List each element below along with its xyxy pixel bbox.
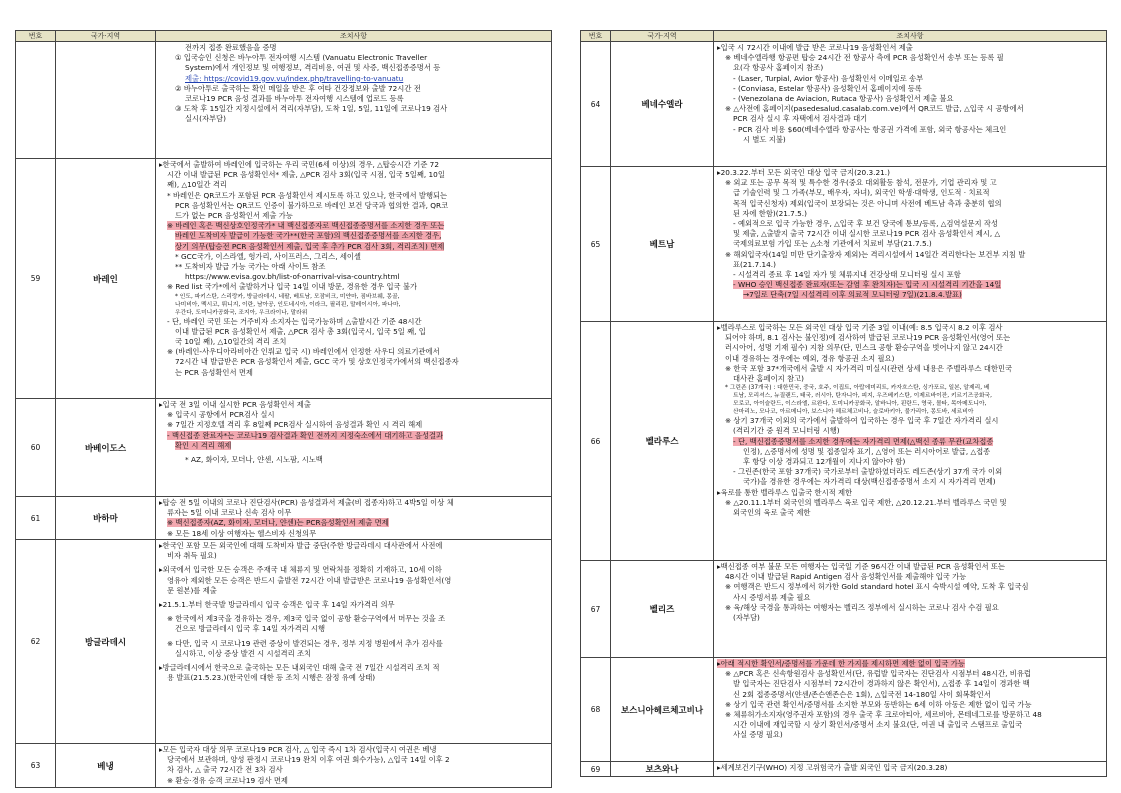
measures-cell xyxy=(714,762,1107,777)
measure-line: 외국인의 육로 출국 제한 xyxy=(733,508,811,518)
measures-cell xyxy=(714,658,1107,762)
row-number: 64 xyxy=(581,42,611,167)
measures-cell xyxy=(714,42,1107,167)
measure-line xyxy=(159,242,548,252)
measure-line: 발 입국자는 진단검사 시점부터 72시간이 경과하지 않은 확인서), △접종 후 14일이 경과한 백 xyxy=(733,679,1030,689)
measure-line: ※ 한국에서 제3국을 경유하는 경우, 제3국 입국 없이 공항 환승구역에서 머무는 것을 조 xyxy=(167,614,446,624)
measure-line: 러시아어, 성명 기재 필수) 지참 의무(단, 민스크 공항 환승구역을 벗어나지 않고 24시간 xyxy=(725,343,1003,353)
measure-line: ※ 환승·경유 승객 코로나19 검사 면제 xyxy=(167,775,288,785)
measure-line: https://www.evisa.gov.bh/list-of-onarrival-visa-country.html xyxy=(185,272,400,282)
highlighted-text: ※ 백신접종자(AZ, 화이자, 모더나, 얀센)는 PCR음성확인서 제출 면제 xyxy=(167,518,389,528)
measure-line: 인정), △증명서에 성명 및 접종일자 표기, △영어 또는 러시아어로 발급, △접종 xyxy=(743,446,991,456)
link-text[interactable]: 제출: https://covid19.gov.vu/index.php/travelling-to-vanuatu xyxy=(185,73,404,83)
measure-line: ▸백신접종 여부 불문 모든 여행자는 입국일 기준 96시간 이내 발급된 PCR 음성확인서 또는 xyxy=(717,562,1005,571)
table-row xyxy=(581,42,1107,167)
measure-line: * GCC국가, 이스라엘, 헝가리, 사이프러스, 그리스, 세이셸 xyxy=(175,251,361,261)
measure-line: 국가)을 경유한 경우에는 자가격리 대상(백신접종증명서 소지 시 자가격리 면제) xyxy=(743,477,996,487)
measure-line: ※ 체류허가소지자(영주권자 포함)의 경우 출국 후 크로아티아, 세르비아, 몬테네그로를 방문하고 48 xyxy=(725,710,1042,720)
row-number: 67 xyxy=(581,561,611,658)
measure-line: 문 원본)를 제출 xyxy=(167,585,217,595)
measure-line: 우간다, 도미니카공화국, 조지아, 우크라이나, 말라위 xyxy=(175,309,308,316)
measure-line: * AZ, 화이자, 모더나, 얀센, 시노팜, 시노백 xyxy=(185,455,323,465)
measure-line: ▸한국에서 출발하여 바레인에 입국하는 우리 국민(6세 이상)의 경우, △탑승시간 기준 72 xyxy=(159,160,439,169)
measure-line: 전까지 접종 완료했음을 증명 xyxy=(185,43,277,52)
measure-line: 48시간 이내 발급된 Rapid Antigen 검사 음성확인서를 제출해야 입국 가능 xyxy=(725,572,967,582)
measure-line: - 예외적으로 입국 가능한 경우, △입국 후 보건 당국에 통보/등록, △검역설문지 작성 xyxy=(733,219,998,229)
measure-line: 드가 없는 PCR 음성확인서 제출 가능 xyxy=(175,211,293,221)
table-row xyxy=(581,167,1107,322)
measure-line xyxy=(717,659,1103,669)
measure-line: 된 자에 한함)(21.7.5.) xyxy=(733,208,807,218)
measure-line: 영유아 제외한 모든 승객은 반드시 출발전 72시간 이내 발급받은 코로나19 음성확인서(영 xyxy=(167,575,452,585)
measure-line: 시간 이내에 재입국할 시 상기 확인서/증명서 소지 불요(단, 여권 내 출입국 스탬프로 출입국 xyxy=(733,720,1023,730)
measure-line: 실시하고, 이상 증상 발견 시 시설격리 조치 xyxy=(175,648,312,658)
measure-line: 신 2회 접종증명서(얀센/존슨앤존슨은 1회), △입국전 14-180일 사이 회복확인서 xyxy=(733,689,991,699)
measure-line: 국 10일 째), △10일간의 격리 조치 xyxy=(175,337,287,347)
highlighted-text: - 백신접종 완료자*는 코로나19 검사결과 확인 전까지 지정숙소에서 대기하고 음성결과 xyxy=(167,430,444,440)
measure-line: 실시(자부담) xyxy=(185,114,226,124)
measure-line: ※ 외교 또는 공무 목적 및 특수한 경우(중요 대외활동 참석, 전문가, 기업 관리자 및 고 xyxy=(725,178,997,188)
measure-line: ▸한국인 포함 모든 외국인에 대해 도착비자 발급 중단(주한 방글라데시 대사관에서 사전에 xyxy=(159,541,443,550)
measure-line: ※ (바레인-사우디아라비아간 인뤄교 입국 시) 바레인에서 인정한 사우디 의료기관에서 xyxy=(167,347,440,357)
row-number: 66 xyxy=(581,322,611,561)
measure-line: 트남, 모리셔스, 뉴질랜드, 태국, 러시아, 탄자니아, 피지, 우즈베키스탄, 이제르바이잔, 키르기즈공화국, xyxy=(733,393,993,400)
measure-line: 요(각 항공사 홈페이지 참조) xyxy=(733,63,824,73)
measure-line: 사시 증빙서류 제출 필요 xyxy=(733,592,811,602)
row-number: 65 xyxy=(581,167,611,322)
measure-line xyxy=(159,231,548,241)
header-measures: 조치사항 xyxy=(156,31,552,42)
measure-line: 차 검사, △ 출국 72시간 전 3차 검사 xyxy=(167,765,283,775)
row-number: 60 xyxy=(16,399,56,497)
measure-line: ① 입국승인 신청은 바누아투 전자여행 시스템 (Vanuatu Electronic Traveller xyxy=(175,53,428,63)
measure-line: 시 별도 지불) xyxy=(743,134,786,144)
row-number: 68 xyxy=(581,658,611,762)
right-page-table xyxy=(580,30,1107,777)
measure-line: ※ △PCR 혹은 신속항원검사 음성확인서(단, 유럽발 입국자는 진단검사 시점부터 48시간, 비유럽 xyxy=(725,669,1031,679)
header-country: 국가·지역 xyxy=(56,31,156,42)
table-row xyxy=(581,322,1107,561)
highlighted-text: - WHO 승인 백신접종 완료자(또는 감염 후 완치자)는 입국 시 시설격리 기간을 14일 xyxy=(733,280,1002,290)
measures-cell xyxy=(156,399,552,497)
measure-line: ▸모든 입국자 대상 의무 코로나19 PCR 검사, △ 입국 즉시 1차 검사(입국시 여권은 베냉 xyxy=(159,745,437,754)
measure-line: ※ Red list 국가*에서 출발하거나 입국 14일 이내 방문, 경유한 경우 입국 불가 xyxy=(167,282,417,292)
country-name xyxy=(56,42,156,159)
measure-line: ※ 상기 입국 관련 확인서/증명서를 소지한 부모와 동반하는 6세 이하 아동은 제한 없이 입국 가능 xyxy=(725,699,1032,709)
measures-cell xyxy=(156,540,552,744)
measure-line: ※ △20.11.1부터 외국인의 벨라루스 육로 입국 제한, △20.12.21.부터 벨라루스 국민 및 xyxy=(725,497,1007,507)
left-page-table xyxy=(15,30,552,788)
country-name: 보스니아헤르체고비나 xyxy=(611,658,714,762)
measure-line: 이내 발급된 PCR 음성확인서 제출, △PCR 검사 총 3회(입국시, 입국 5일 째, 입 xyxy=(175,326,426,336)
measure-line: ※ 상기 37개국 이외의 국가에서 출발하여 입국하는 경우 입국 후 7일간 자가격리 실시 xyxy=(725,416,999,426)
measure-line: 코로나19 PCR 음성 결과를 바누아투 전자여행 시스템에 업로드 등록 xyxy=(185,94,404,104)
measure-line: 비자 취득 필요) xyxy=(167,551,217,561)
country-name: 베네수엘라 xyxy=(611,42,714,167)
measure-line xyxy=(159,441,548,451)
measure-line: - 그린존(한국 포함 37개국) 국가로부터 출발하였더라도 레드존(상기 37개 국가 이외 xyxy=(733,467,1003,477)
row-number: 59 xyxy=(16,159,56,399)
header-measures: 조치사항 xyxy=(714,31,1107,42)
measure-line: ※ 여행객은 반드시 정부에서 허가한 Gold standard hotel 표시 숙박시설 예약, 도착 후 입국심 xyxy=(725,582,1029,592)
measure-line: ▸탑승 전 5일 이내의 코로나 진단검사(PCR) 음성결과서 제출(비 접종자)하고 4박5일 이상 체 xyxy=(159,498,454,507)
table-row xyxy=(16,497,552,540)
measure-line: ▸방글라데시에서 한국으로 출국하는 모든 내외국인 대해 출국 전 7일간 시설격리 조치 적 xyxy=(159,663,440,673)
highlighted-text: 상기 의무(탑승전 PCR 음성확인서 제출, 입국 후 추가 PCR 검사 3회, 격리조치) 면제 xyxy=(175,241,445,251)
measures-cell xyxy=(156,497,552,540)
measure-line: * 인도, 파키스탄, 스리랑카, 방글라데시, 네팔, 베트남, 모잠비크, 미얀마, 짐바브웨, 몽골, xyxy=(175,293,400,300)
measure-line: ※ 베네수엘라행 항공편 탑승 24시간 전 항공사 측에 PCR 음성확인서 송부 또는 등록 필 xyxy=(725,53,1004,63)
highlighted-text: →7일로 단축(7일 시설격리 이후 의료적 모니터링 7일)(21.8.4.발표) xyxy=(743,290,962,300)
highlighted-text: - 단, 백신접종증명서를 소지한 경우에는 자가격리 면제(△백신 종류 무관(교차접종 xyxy=(733,436,994,446)
measure-line: - PCR 검사 비용 $60(베네수엘라 항공사는 항공권 가격에 포함, 외국 항공사는 체크인 xyxy=(733,124,1007,134)
measure-line xyxy=(717,437,1103,447)
table-row xyxy=(581,658,1107,762)
measure-line xyxy=(717,290,1103,300)
measure-line: 당국에서 보관하며, 양성 판정시 코로나19 완치 이후 여권 회수가능), △입국 14일 이후 2 xyxy=(167,755,450,765)
measure-line: 용 발표(21.5.23.)(한국인에 대한 등 조치 시행은 잠정 유예 상태) xyxy=(167,673,376,683)
measure-line: 사실 증명 필요) xyxy=(733,730,783,740)
table-row xyxy=(16,744,552,788)
country-name: 바레인 xyxy=(56,159,156,399)
table-row xyxy=(581,561,1107,658)
measure-line: - (Venezolana de Aviacion, Rutaca 항공사) 음성확인서 제출 불요 xyxy=(733,94,954,104)
measures-cell xyxy=(714,561,1107,658)
measure-line: ※ △사전에 홈페이지(pasedesalud.casalab.com.ve)에서 QR코드 발급, △입국 시 공항에서 xyxy=(725,104,1024,114)
highlighted-text: 바레인 도착비자 발급이 가능한 국가**(한국 포함)의 백신접종증명서를 소지한 경우, xyxy=(175,231,442,241)
measure-line: 건으로 방글라데시 입국 후 14일 자가격리 시행 xyxy=(175,624,326,634)
measure-line: 는 PCR 음성확인서 면제 xyxy=(175,367,253,377)
row-number: 69 xyxy=(581,762,611,777)
measure-line: PCR 검사 실시 후 자택에서 검사결과 대기 xyxy=(733,114,868,124)
measure-line: 대사관 홈페이지 참고) xyxy=(733,374,804,384)
highlighted-text: 확인 시 격리 해제 xyxy=(175,440,232,450)
measure-line: ▸벨라루스로 입국하는 모든 외국인 대상 입국 기준 3일 이내(예: 8.5 입국시 8.2 이후 검사 xyxy=(717,323,1003,332)
row-number: 61 xyxy=(16,497,56,540)
measure-line: ③ 도착 후 15일간 지정시설에서 격리(자부담), 도착 1일, 5일, 11일에 코로나19 검사 xyxy=(175,104,448,114)
measure-line: 72시간 내 발급받은 PCR 음성확인서 제출, GCC 국가 및 상호인정국가에서의 백신접종자 xyxy=(175,357,459,367)
country-name: 보츠와나 xyxy=(611,762,714,777)
row-number: 63 xyxy=(16,744,56,788)
measure-line: (격리기간 중 원격 모니터링 시행) xyxy=(733,426,840,436)
measure-line: 째), △10일간 격리 xyxy=(167,180,227,190)
measure-line: - 단, 바레인 국민 또는 거주비자 소지자는 입국가능하며 △출발시간 기준 48시간 xyxy=(167,316,422,326)
header-no: 번호 xyxy=(16,31,56,42)
measure-line: 및 제출, △출발지 출국 72시간 이내 실시한 코로나19 PCR 검사 음성확인서 제시, △ xyxy=(733,229,1001,239)
table-row xyxy=(16,42,552,159)
measure-line: 후 항당 이상 경과되고 12개월이 지나지 않아야 함) xyxy=(743,457,906,467)
measure-line: ▸외국에서 입국한 모든 승객은 주재국 내 체류지 및 연락처를 정확히 기재하고, 10세 이하 xyxy=(159,565,442,575)
table-row xyxy=(581,762,1107,777)
country-name: 바하마 xyxy=(56,497,156,540)
measure-line: ※ 한국 포함 37*개국에서 출발 시 자가격리 미실시(관련 상세 내용은 주벨라루스 대한민국 xyxy=(725,363,1013,373)
measures-cell xyxy=(156,42,552,159)
country-name: 베트남 xyxy=(611,167,714,322)
measure-line: (자부담) xyxy=(733,613,760,623)
measure-line: * 바레인은 QR코드가 포함된 PCR 음성확인서 제시토록 하고 있으나, 한국에서 발행되는 xyxy=(167,190,448,200)
country-name: 벨리즈 xyxy=(611,561,714,658)
country-name: 베냉 xyxy=(56,744,156,788)
measure-line: 시간 이내 발급된 PCR 음성확인서* 제출, △PCR 검사 3회(입국 시점, 입국 5일째, 10일 xyxy=(167,170,445,180)
measure-line xyxy=(717,280,1103,290)
measure-line: ② 바누아투로 출국하는 확인 메일을 받은 후 여타 건강정보와 출발 72시간 전 xyxy=(175,83,421,93)
measure-line: System)에서 개인정보 및 여행정보, 격리비용, 여권 및 사증, 백신접종증명서 등 xyxy=(185,63,441,73)
measure-line: - (Laser, Turpial, Avior 항공사) 음성확인서 이메일로 송부 xyxy=(733,73,924,83)
measures-cell xyxy=(156,744,552,788)
measure-line: ▸세계보건기구(WHO) 지정 고위험국가 출발 외국인 입국 금지(20.3.28) xyxy=(717,763,948,772)
measures-cell xyxy=(714,322,1107,561)
measure-line: * 그린존 (37개국) : 대한민국, 중국, 호주, 이집트, 아랍에미리트, 카자흐스탄, 싱가포르, 일본, 알제리, 베 xyxy=(725,385,990,392)
measure-line: 표(21.7.14.) xyxy=(733,259,776,269)
measures-cell xyxy=(714,167,1107,322)
header-no: 번호 xyxy=(581,31,611,42)
country-name: 방글라데시 xyxy=(56,540,156,744)
measures-cell xyxy=(156,159,552,399)
row-number xyxy=(16,42,56,159)
country-name: 바베이도스 xyxy=(56,399,156,497)
row-number: 62 xyxy=(16,540,56,744)
highlighted-text: ※ 바레인 혹은 백신상호인정국가* 내 백신접종자로 백신접종증명서를 소지한 경우 또는 xyxy=(167,221,445,231)
measure-line: ▸20.3.22.부터 모든 외국인 대상 입국 금지(20.3.21.) xyxy=(717,168,890,177)
measure-line: 목적 입국신청자) 제외(입국이 보장되는 것은 아니며 사전에 베트남 측과 충분히 협의 xyxy=(733,198,1002,208)
measure-line: - (Conviasa, Estelar 항공사) 음성확인서 홈페이지에 등록 xyxy=(733,83,922,93)
measure-line: ※ 모든 18세 이상 여행자는 헬스비자 신청의무 xyxy=(167,528,317,538)
header-country: 국가·지역 xyxy=(611,31,714,42)
measure-line: ※ 다만, 입국 시 코로나19 관련 증상이 발견되는 경우, 정부 지정 병원에서 추가 검사를 xyxy=(167,638,443,648)
measure-line: 되어야 하며, 8.1 검사는 불인정)에 검사하여 발급된 코로나19 PCR 음성확인서(영어 또는 xyxy=(725,333,1011,343)
table-row xyxy=(16,399,552,497)
measure-line: PCR 음성확인서는 QR코드 인증이 불가하므로 바레인 보건 당국과 협의한 결과, QR코 xyxy=(175,200,449,210)
measure-line xyxy=(159,221,548,231)
country-name: 벨라루스 xyxy=(611,322,714,561)
measure-line: 류자는 5일 이내 코로나 신속 검사 이무 xyxy=(167,508,292,518)
measure-line: ※ 입국시 공항에서 PCR검사 실시 xyxy=(167,410,275,420)
measure-line: ** 도착비자 발급 가능 국가는 아래 사이트 참조 xyxy=(175,262,326,272)
measure-line: 이내 경유하는 경우에는 예외, 경유 항공권 소지 필요) xyxy=(725,353,895,363)
measure-line xyxy=(159,431,548,441)
measure-line: ▸21.5.1.부터 한국발 방글라데시 입국 승객은 입국 후 14일 자가격리 의무 xyxy=(159,600,395,610)
measure-line: 급 기술인력 및 그 가족(부모, 배우자, 자녀), 외국인 학생·대학생, 인도적 · 치료적 xyxy=(733,188,990,198)
highlighted-text: ▸아래 적시한 확인서/증명서를 가운데 한 가지를 제시하면 제한 없이 입국 가능 xyxy=(717,659,965,668)
measure-line: ※ 해외입국자(14일 미만 단기출장자 제외)는 격리시설에서 14일간 격리한다는 보건부 지침 발 xyxy=(725,249,1026,259)
measure-line: - 시설격리 종료 후 14일 자가 및 체류지내 건강상태 모니터링 실시 포함 xyxy=(733,270,961,280)
table-row xyxy=(16,540,552,744)
measure-line: ▸입국 전 3일 이내 실시한 PCR 음성확인서 제출 xyxy=(159,400,311,409)
measure-line: ※ 7일간 지정호텔 격리 후 8일째 PCR검사 실시하여 음성결과 확인 시 격리 해제 xyxy=(167,420,423,430)
measure-line: 모로코, 아이슬란드, 이스라엘, 르완다, 도미니카공화국, 알바니아, 핀란드, 영국, 몰타, 목아메도니아, xyxy=(733,401,987,408)
measure-line: 국제의료보험 가입 또는 △소청 기관에서 치료비 부담(21.7.5.) xyxy=(733,239,932,249)
table-row xyxy=(16,159,552,399)
measure-line: 나미비아, 멕시코, 튀니지, 이란, 남아공, 인도네시아, 이라크, 필리핀, 말레이시아, 파나마, xyxy=(175,301,401,308)
measure-line: ▸육로를 통한 벨라루스 입출국 한시적 제한 xyxy=(717,487,853,497)
measure-line: 산마리노, 모나코, 아르메니아, 보스니아 헤르체고비나, 슬로바키아, 불가리아, 몽도바, 세르비아 xyxy=(733,409,974,416)
measure-line: ※ 육/해상 국경을 통과하는 여행자는 벨리즈 정부에서 실시하는 코로나 검사 수검 필요 xyxy=(725,602,999,612)
measure-line xyxy=(159,518,548,528)
measure-line: ▸입국 시 72시간 이내에 발급 받은 코로나19 음성확인서 제출 xyxy=(717,43,913,52)
